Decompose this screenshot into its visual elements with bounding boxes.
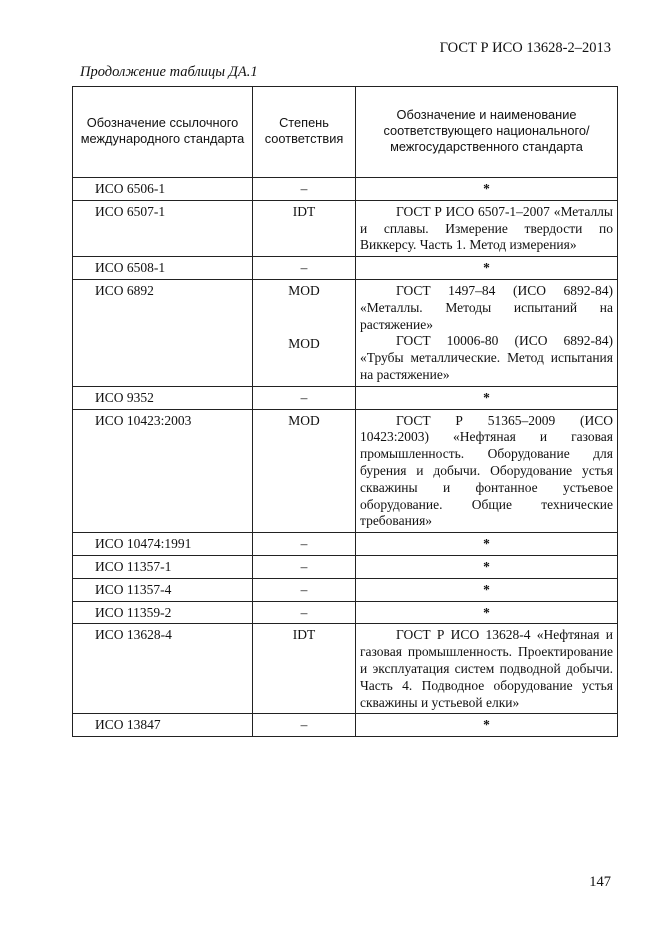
compliance-degree: MOD — [288, 335, 320, 351]
compliance-degree: IDT — [292, 627, 316, 643]
national-standard-cell — [356, 624, 618, 714]
intl-standard-cell: ИСО 11357-1 — [73, 555, 253, 578]
compliance-degree: – — [300, 717, 308, 733]
no-equivalent-mark: * — [483, 581, 490, 597]
compliance-degree-cell — [253, 714, 356, 737]
national-standard-cell — [356, 714, 618, 737]
national-standard-title: «Металлы и сплавы. Измерение твердости по Виккерсу. Часть 1. Метод измерения» — [360, 203, 613, 253]
national-standard-code: ГОСТ Р ИСО 6507-1–2007 — [396, 203, 550, 219]
document-code: ГОСТ Р ИСО 13628-2–2013 — [439, 40, 611, 56]
national-standard-cell — [356, 178, 618, 201]
national-standard-cell — [356, 409, 618, 533]
no-equivalent-mark: * — [483, 260, 490, 276]
intl-standard-cell: ИСО 6892 — [73, 279, 253, 386]
national-standard-title: «Трубы металлические. Метод испытания на растяжение» — [360, 350, 613, 382]
table-row — [73, 178, 618, 201]
table-row — [73, 624, 618, 714]
national-standard-title: «Нефтяная и газовая промышленность. Проектирование и эксплуатация систем подводной добычи. Часть 4. Подводное оборудование устья скважины и устьевой елки» — [360, 627, 614, 710]
no-equivalent-mark: * — [483, 389, 490, 405]
intl-standard-cell: ИСО 11359-2 — [73, 601, 253, 624]
table-header-row — [73, 87, 618, 178]
national-standard-title: «Металлы. Методы испытаний на растяжение» — [360, 299, 613, 332]
compliance-degree: – — [300, 389, 308, 405]
intl-standard-cell: ИСО 13628-4 — [73, 624, 253, 714]
table-caption: Продолжение таблицы ДА.1 — [80, 64, 258, 80]
compliance-degree-cell — [253, 200, 356, 256]
no-equivalent-mark: * — [483, 717, 490, 733]
national-standard-cell — [356, 279, 618, 386]
column-header-degree: Степень соответствия — [253, 87, 356, 178]
national-standard-title: «Нефтяная и газовая промышленность. Оборудование для бурения и добычи. Оборудование устья скважины и фонтанное устьевое оборудование. Общие технические требования» — [360, 429, 613, 529]
intl-standard-cell: ИСО 13847 — [73, 714, 253, 737]
no-equivalent-mark: * — [483, 181, 490, 196]
table-row — [73, 200, 618, 256]
intl-standard-cell: ИСО 10423:2003 — [73, 409, 253, 533]
compliance-degree: – — [300, 260, 308, 276]
intl-standard-cell: ИСО 11357-4 — [73, 578, 253, 601]
national-standard-ref — [360, 333, 613, 383]
column-header-intl: Обозначение ссылочного международного стандарта — [73, 87, 253, 178]
compliance-degree: MOD — [288, 282, 320, 298]
compliance-degree-cell — [253, 578, 356, 601]
compliance-degree-cell — [253, 257, 356, 280]
compliance-degree-cell — [253, 624, 356, 714]
national-standard-ref — [360, 204, 613, 254]
compliance-degree-cell — [253, 409, 356, 533]
national-standard-cell — [356, 601, 618, 624]
national-standard-code: ГОСТ 10006-80 (ИСО 6892-84) — [396, 333, 613, 349]
table-body — [73, 178, 618, 737]
national-standard-ref — [360, 413, 613, 531]
table-row — [73, 714, 618, 737]
national-standard-cell — [356, 555, 618, 578]
national-standard-cell — [356, 533, 618, 556]
national-standard-cell — [356, 257, 618, 280]
compliance-degree: IDT — [292, 203, 316, 219]
compliance-degree-cell — [253, 279, 356, 386]
compliance-degree-cell — [253, 386, 356, 409]
intl-standard-cell: ИСО 6508-1 — [73, 257, 253, 280]
table-row — [73, 386, 618, 409]
compliance-degree-cell — [253, 601, 356, 624]
compliance-degree: – — [300, 581, 308, 597]
intl-standard-cell: ИСО 6507-1 — [73, 200, 253, 256]
national-standard-cell — [356, 578, 618, 601]
table-row — [73, 555, 618, 578]
compliance-degree-cell — [253, 555, 356, 578]
compliance-degree: – — [300, 536, 308, 552]
table-row — [73, 257, 618, 280]
table-row — [73, 409, 618, 533]
column-header-national: Обозначение и наименование соответствующего национального/межгосударственного стандарта — [356, 87, 618, 178]
national-standard-cell — [356, 386, 618, 409]
page-number: 147 — [589, 874, 611, 890]
no-equivalent-mark: * — [483, 604, 490, 620]
table-row — [73, 601, 618, 624]
national-standard-code: ГОСТ Р ИСО 13628-4 — [396, 627, 531, 643]
compliance-degree-cell — [253, 178, 356, 201]
national-standard-ref — [360, 283, 613, 333]
compliance-degree: MOD — [288, 412, 320, 428]
table-row — [73, 279, 618, 386]
no-equivalent-mark: * — [483, 536, 490, 552]
compliance-degree: – — [300, 558, 308, 574]
national-standard-code: ГОСТ Р 51365–2009 (ИСО 10423:2003) — [360, 412, 613, 445]
no-equivalent-mark: * — [483, 558, 490, 574]
intl-standard-cell: ИСО 6506-1 — [73, 178, 253, 201]
compliance-degree-cell — [253, 533, 356, 556]
national-standard-ref — [360, 627, 613, 711]
national-standard-cell — [356, 200, 618, 256]
compliance-degree: – — [300, 181, 308, 196]
national-standard-code: ГОСТ 1497–84 (ИСО 6892-84) — [396, 282, 613, 298]
intl-standard-cell: ИСО 10474:1991 — [73, 533, 253, 556]
table-row — [73, 578, 618, 601]
standards-table — [72, 86, 618, 737]
table-row — [73, 533, 618, 556]
compliance-degree: – — [300, 604, 308, 620]
intl-standard-cell: ИСО 9352 — [73, 386, 253, 409]
